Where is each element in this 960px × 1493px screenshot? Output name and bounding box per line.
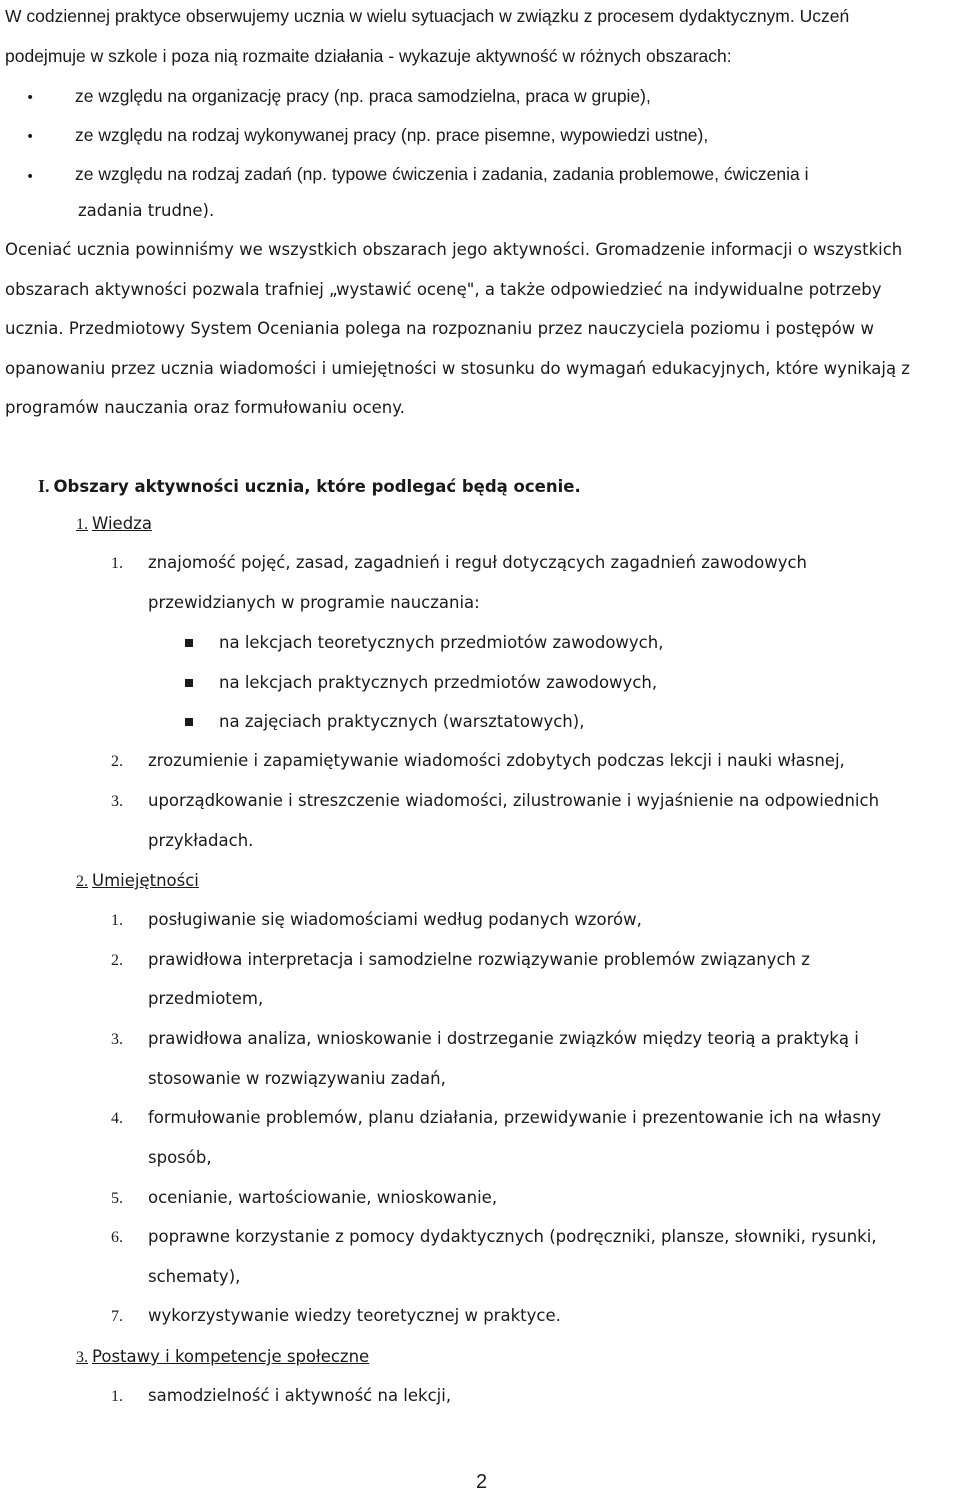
- bullet-icon: •: [26, 90, 35, 106]
- list-number: 7.: [111, 1308, 123, 1325]
- umiejetnosci-item-3-line-1: prawidłowa analiza, wnioskowanie i dostrzeganie związków między teorią a praktyką i: [148, 1029, 859, 1048]
- list-number: 3.: [111, 793, 123, 810]
- list-number: 6.: [111, 1229, 123, 1246]
- wiedza-item-2: zrozumienie i zapamiętywanie wiadomości zdobytych podczas lekcji i nauki własnej,: [148, 751, 845, 770]
- intro-bullet-3: ze względu na rodzaj zadań (np. typowe ćwiczenia i zadania, zadania problemowe, ćwiczenia i: [75, 164, 809, 184]
- square-bullet-icon: [185, 679, 193, 687]
- subsection-number: 3.: [76, 1349, 88, 1366]
- section-heading: [38, 477, 581, 496]
- wiedza-subitem-2: na lekcjach praktycznych przedmiotów zawodowych,: [219, 673, 658, 692]
- umiejetnosci-item-2-line-1: prawidłowa interpretacja i samodzielne rozwiązywanie problemów związanych z: [148, 950, 810, 969]
- square-bullet-icon: [185, 718, 193, 726]
- list-number: 2.: [111, 753, 123, 770]
- list-number: 4.: [111, 1110, 123, 1127]
- bullet-icon: •: [26, 169, 35, 185]
- list-number: 5.: [111, 1190, 123, 1207]
- umiejetnosci-item-2-line-2: przedmiotem,: [148, 989, 264, 1008]
- subsection-number: 2.: [76, 873, 88, 890]
- paragraph-line-5: programów nauczania oraz formułowaniu oceny.: [5, 398, 405, 417]
- intro-line-2: podejmuje w szkole i poza nią rozmaite działania - wykazuje aktywność w różnych obszarach:: [5, 46, 732, 66]
- bullet-icon: •: [26, 129, 35, 145]
- umiejetnosci-item-4-line-2: sposób,: [148, 1148, 212, 1167]
- umiejetnosci-item-5: ocenianie, wartościowanie, wnioskowanie,: [148, 1188, 498, 1207]
- intro-bullet-3-continuation: zadania trudne).: [78, 201, 215, 220]
- list-number: 1.: [111, 1388, 123, 1405]
- section-title: Obszary aktywności ucznia, które podlegać będą ocenie.: [53, 477, 581, 496]
- paragraph-line-2: obszarach aktywności pozwala trafniej „wystawić ocenę", a także odpowiedzieć na indywidualne potrzeby: [5, 280, 882, 299]
- wiedza-subitem-3: na zajęciach praktycznych (warsztatowych),: [219, 712, 585, 731]
- list-number: 1.: [111, 912, 123, 929]
- paragraph-line-3: ucznia. Przedmiotowy System Oceniania polega na rozpoznaniu przez nauczyciela poziomu i postępów w: [5, 319, 874, 338]
- wiedza-item-3-line-1: uporządkowanie i streszczenie wiadomości, zilustrowanie i wyjaśnienie na odpowiednich: [148, 791, 880, 810]
- umiejetnosci-item-6-line-2: schematy),: [148, 1267, 241, 1286]
- list-number: 3.: [111, 1031, 123, 1048]
- umiejetnosci-item-7: wykorzystywanie wiedzy teoretycznej w praktyce.: [148, 1306, 561, 1325]
- subsection-umiejetnosci: [76, 873, 199, 890]
- umiejetnosci-item-3-line-2: stosowanie w rozwiązywaniu zadań,: [148, 1069, 446, 1088]
- square-bullet-icon: [185, 639, 193, 647]
- intro-bullet-2: ze względu na rodzaj wykonywanej pracy (np. prace pisemne, wypowiedzi ustne),: [75, 125, 709, 145]
- subsection-title: Postawy i kompetencje społeczne: [92, 1347, 370, 1366]
- subsection-number: 1.: [76, 516, 88, 533]
- intro-line-1: W codziennej praktyce obserwujemy ucznia w wielu sytuacjach w związku z procesem dydaktycznym. Uczeń: [5, 6, 850, 26]
- subsection-title: Umiejętności: [92, 871, 199, 890]
- subsection-wiedza: [76, 516, 152, 533]
- wiedza-item-3-line-2: przykładach.: [148, 831, 254, 850]
- paragraph-line-4: opanowaniu przez ucznia wiadomości i umiejętności w stosunku do wymagań edukacyjnych, które wynikają z: [5, 359, 910, 378]
- paragraph-line-1: Oceniać ucznia powinniśmy we wszystkich obszarach jego aktywności. Gromadzenie informacji o wszystkich: [5, 240, 903, 259]
- wiedza-subitem-1: na lekcjach teoretycznych przedmiotów zawodowych,: [219, 633, 664, 652]
- wiedza-item-1-line-1: znajomość pojęć, zasad, zagadnień i reguł dotyczących zagadnień zawodowych: [148, 553, 807, 572]
- subsection-title: Wiedza: [92, 514, 152, 533]
- list-number: 2.: [111, 952, 123, 969]
- list-number: 1.: [111, 555, 123, 572]
- intro-bullet-1: ze względu na organizację pracy (np. praca samodzielna, praca w grupie),: [75, 86, 651, 106]
- umiejetnosci-item-4-line-1: formułowanie problemów, planu działania, przewidywanie i prezentowanie ich na własny: [148, 1108, 882, 1127]
- wiedza-item-1-line-2: przewidzianych w programie nauczania:: [148, 593, 480, 612]
- subsection-postawy: [76, 1349, 369, 1366]
- postawy-item-1: samodzielność i aktywność na lekcji,: [148, 1386, 452, 1405]
- umiejetnosci-item-6-line-1: poprawne korzystanie z pomocy dydaktycznych (podręczniki, plansze, słowniki, rysunki,: [148, 1227, 877, 1246]
- page-number: 2: [476, 1471, 488, 1493]
- section-numeral: I.: [38, 476, 50, 496]
- umiejetnosci-item-1: posługiwanie się wiadomościami według podanych wzorów,: [148, 910, 642, 929]
